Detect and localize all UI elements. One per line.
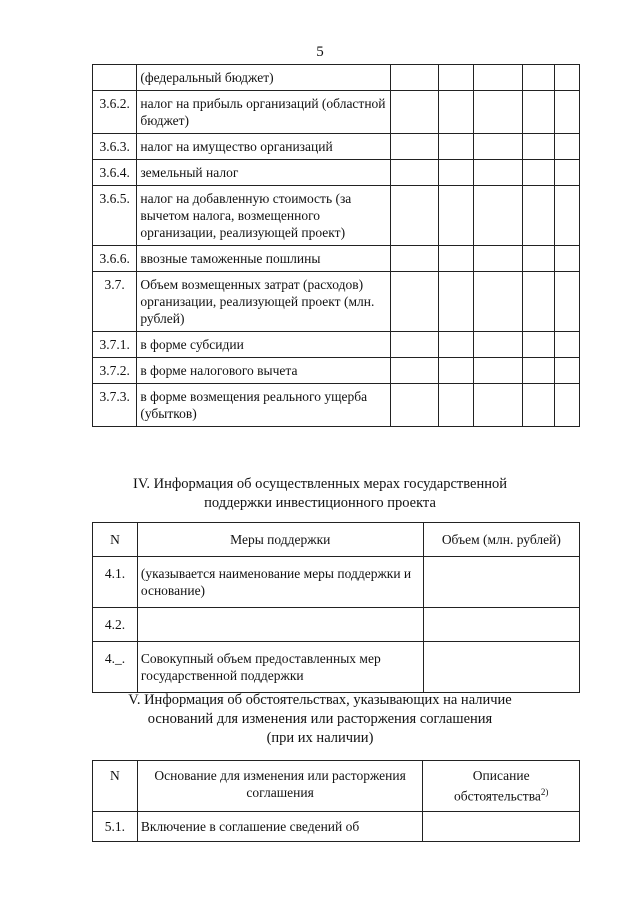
value-cell	[439, 134, 473, 160]
row-name: (федеральный бюджет)	[137, 65, 391, 91]
page-number: 5	[316, 44, 324, 60]
value-cell	[522, 272, 554, 332]
table-row	[93, 134, 580, 160]
value-cell	[522, 160, 554, 186]
row-name: налог на добавленную стоимость (за вычетом налога, возмещенного организации, реализующей проект)	[137, 186, 391, 246]
support-measure: (указывается наименование меры поддержки и основание)	[137, 557, 423, 608]
row-name: в форме субсидии	[137, 332, 391, 358]
row-number: 3.7.3.	[93, 384, 137, 427]
value-cell	[554, 160, 579, 186]
value-cell	[439, 160, 473, 186]
row-number: 5.1.	[93, 811, 138, 841]
row-name: в форме налогового вычета	[137, 358, 391, 384]
value-cell	[391, 134, 439, 160]
value-cell	[391, 246, 439, 272]
col-desc-header	[423, 761, 580, 812]
value-cell	[522, 134, 554, 160]
row-name: земельный налог	[137, 160, 391, 186]
value-cell	[522, 384, 554, 427]
table-row	[93, 160, 580, 186]
value-cell	[439, 358, 473, 384]
value-cell	[522, 358, 554, 384]
row-number: 3.6.2.	[93, 91, 137, 134]
value-cell	[473, 272, 522, 332]
table-row	[93, 91, 580, 134]
row-number: 3.7.1.	[93, 332, 137, 358]
value-cell	[473, 332, 522, 358]
value-cell	[554, 186, 579, 246]
section-5-heading-line3: (при их наличии)	[266, 730, 374, 746]
value-cell	[554, 384, 579, 427]
value-cell	[522, 332, 554, 358]
value-cell	[554, 246, 579, 272]
value-cell	[391, 65, 439, 91]
row-number: 3.6.4.	[93, 160, 137, 186]
value-cell	[439, 246, 473, 272]
row-number: 3.6.5.	[93, 186, 137, 246]
row-name: налог на прибыль организаций (областной бюджет)	[137, 91, 391, 134]
value-cell	[554, 358, 579, 384]
value-cell	[439, 91, 473, 134]
row-number: 3.6.6.	[93, 246, 137, 272]
table-row	[93, 557, 580, 608]
value-cell	[391, 160, 439, 186]
row-name: в форме возмещения реального ущерба (убытков)	[137, 384, 391, 427]
value-cell	[522, 91, 554, 134]
value-cell	[473, 160, 522, 186]
col-measures-header: Меры поддержки	[137, 523, 423, 557]
table-row	[93, 608, 580, 642]
row-number	[93, 65, 137, 91]
value-cell	[439, 272, 473, 332]
value-cell	[473, 186, 522, 246]
value-cell	[391, 384, 439, 427]
table-row	[93, 642, 580, 693]
value-cell	[522, 186, 554, 246]
col-volume-header: Объем (млн. рублей)	[423, 523, 579, 557]
footnote-marker: 2)	[540, 787, 549, 797]
support-volume	[423, 642, 579, 693]
row-number: 3.7.2.	[93, 358, 137, 384]
col-num-header: N	[93, 761, 138, 812]
value-cell	[391, 358, 439, 384]
value-cell	[554, 91, 579, 134]
value-cell	[391, 332, 439, 358]
table-row	[93, 384, 580, 427]
row-name: Объем возмещенных затрат (расходов) организации, реализующей проект (млн. рублей)	[137, 272, 391, 332]
row-name: налог на имущество организаций	[137, 134, 391, 160]
col-basis-header: Основание для изменения или расторжения соглашения	[137, 761, 423, 812]
value-cell	[473, 246, 522, 272]
row-number: 4.2.	[93, 608, 138, 642]
value-cell	[473, 384, 522, 427]
value-cell	[439, 332, 473, 358]
section-4-heading-line1: IV. Информация об осуществленных мерах государственной	[133, 476, 507, 492]
table-header-row	[93, 761, 580, 812]
support-volume	[423, 608, 579, 642]
support-measure: Совокупный объем предоставленных мер государственной поддержки	[137, 642, 423, 693]
value-cell	[522, 65, 554, 91]
value-cell	[554, 134, 579, 160]
value-cell	[439, 65, 473, 91]
support-volume	[423, 557, 579, 608]
row-number: 3.6.3.	[93, 134, 137, 160]
section-5-heading-line1: V. Информация об обстоятельствах, указывающих на наличие	[128, 692, 512, 708]
value-cell	[439, 384, 473, 427]
termination-grounds-table	[92, 760, 580, 842]
table-row	[93, 186, 580, 246]
row-number: 4.1.	[93, 557, 138, 608]
table-row	[93, 358, 580, 384]
value-cell	[391, 272, 439, 332]
row-number: 3.7.	[93, 272, 137, 332]
col-num-header: N	[93, 523, 138, 557]
value-cell	[473, 358, 522, 384]
col-desc-header-text: Описание обстоятельства	[453, 768, 541, 804]
table-row	[93, 272, 580, 332]
table-row	[93, 332, 580, 358]
table-row	[93, 811, 580, 841]
value-cell	[554, 272, 579, 332]
support-measures-table	[92, 522, 580, 693]
support-measure	[137, 608, 423, 642]
value-cell	[473, 65, 522, 91]
section-4-heading-line2: поддержки инвестиционного проекта	[204, 495, 436, 511]
section-5-heading-line2: оснований для изменения или расторжения соглашения	[147, 711, 493, 727]
value-cell	[439, 186, 473, 246]
value-cell	[473, 91, 522, 134]
section-4-heading	[0, 475, 640, 513]
indicators-table	[92, 64, 580, 427]
value-cell	[473, 134, 522, 160]
termination-basis: Включение в соглашение сведений об	[137, 811, 423, 841]
value-cell	[522, 246, 554, 272]
table-row	[93, 246, 580, 272]
table-header-row	[93, 523, 580, 557]
row-number: 4._.	[93, 642, 138, 693]
value-cell	[391, 186, 439, 246]
value-cell	[391, 91, 439, 134]
row-name: ввозные таможенные пошлины	[137, 246, 391, 272]
value-cell	[554, 332, 579, 358]
value-cell	[554, 65, 579, 91]
circumstance-description	[423, 811, 580, 841]
table-row	[93, 65, 580, 91]
section-5-heading	[0, 691, 640, 748]
